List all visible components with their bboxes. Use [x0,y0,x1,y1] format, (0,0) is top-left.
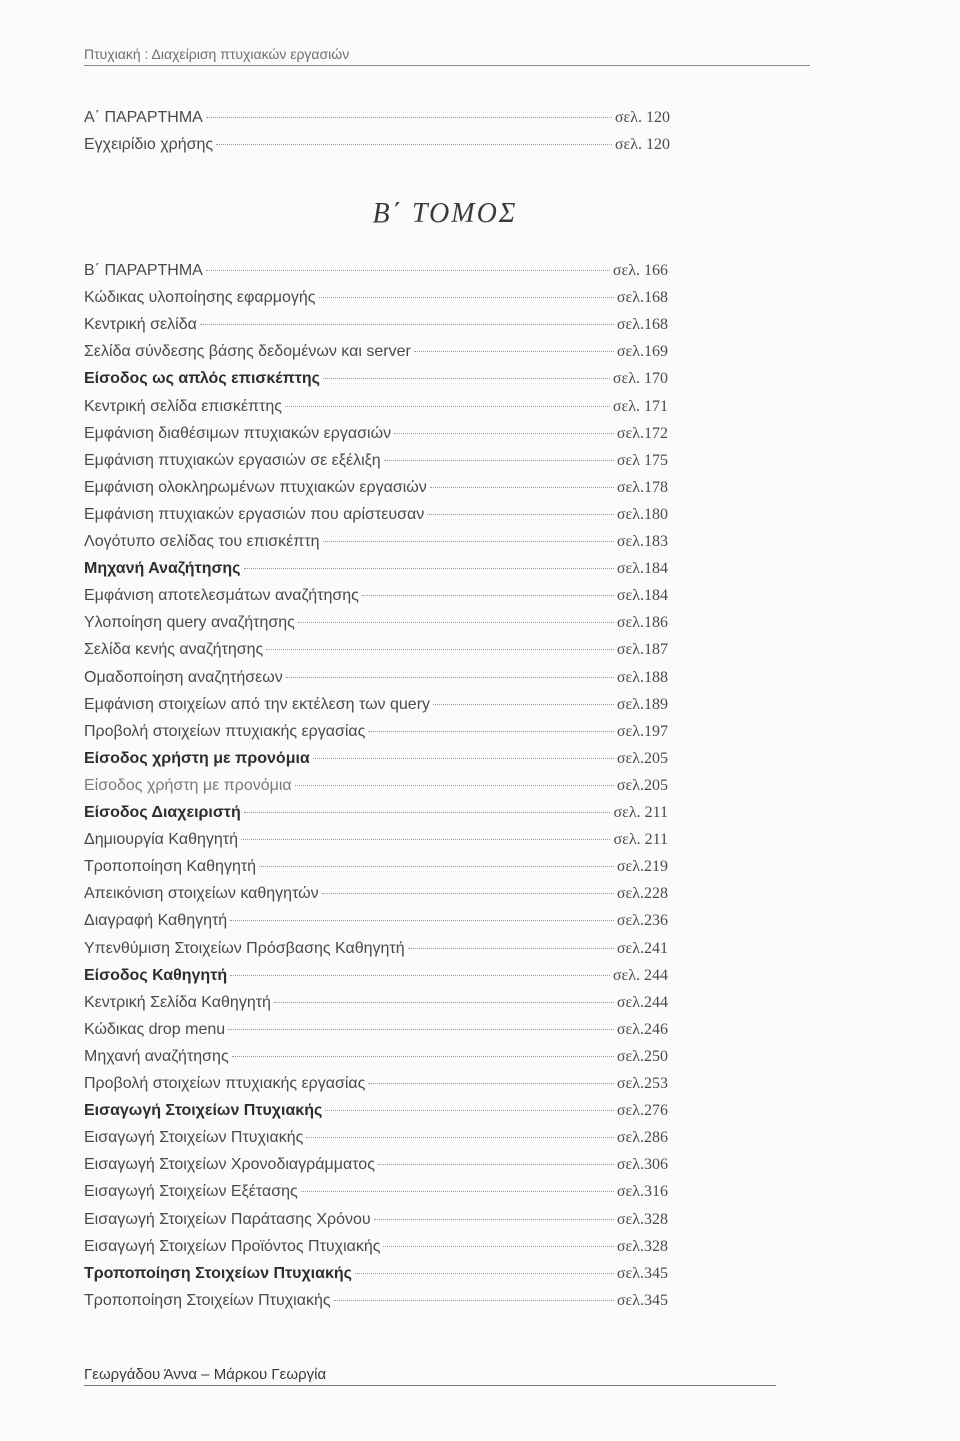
toc-entry [84,804,668,828]
toc-entry [84,1238,668,1262]
toc-entry-page: σελ.250 [616,1047,668,1065]
toc-entry [84,614,668,638]
toc-entry [84,533,668,557]
toc-entry-page: σελ.186 [616,614,668,632]
toc-entry-title: Εμφάνιση στοιχείων από την εκτέλεση των query [84,695,431,713]
toc-leader [266,649,614,650]
toc-entry-title: Προβολή στοιχείων πτυχιακής εργασίας [84,1075,366,1092]
toc-leader [244,568,614,569]
toc-entry-page: σελ.189 [616,695,668,713]
toc-leader [200,324,614,325]
toc-entry-page: σελ. 244 [612,966,668,984]
toc-entry-title: Κώδικας υλοποίησης εφαρμογής [84,289,316,307]
toc-entry-page: σελ.276 [616,1102,668,1120]
toc-entry-page: σελ.306 [616,1156,668,1174]
toc-entry [84,912,668,936]
toc-leader [216,144,612,145]
toc-leader [244,812,611,813]
toc-leader [362,595,614,596]
toc-entry [84,1265,668,1289]
toc-entry-page: σελ. 120 [614,109,670,126]
toc-entry-title: Εισαγωγή Στοιχείων Παράτασης Χρόνου [84,1210,371,1228]
toc-entry-page: σελ.236 [616,912,668,930]
toc-entry-title: Μηχανή αναζήτησης [84,1047,229,1065]
toc-entry-page: σελ.316 [616,1183,668,1201]
toc-entry-title: Είσοδος Διαχειριστή [84,804,241,821]
toc-leader [430,487,614,488]
toc-entry-title: Κεντρική σελίδα [84,316,197,334]
toc-leader [374,1219,614,1220]
toc-entry-title: Β΄ ΠΑΡΑΡΤΗΜΑ [84,262,203,279]
toc-leader [433,704,614,705]
toc-leader [286,677,614,678]
toc-entry-title: Τροποποίηση Στοιχείων Πτυχιακής [84,1264,352,1282]
page-header: Πτυχιακή : Διαχείριση πτυχιακών εργασιών [84,46,810,66]
toc-entry-title: Μηχανή Αναζήτησης [84,560,241,578]
toc-leader [285,406,610,407]
toc-leader [228,1029,614,1030]
toc-entry-title: Διαγραφή Καθηγητή [84,912,228,930]
toc-entry-page: σελ.168 [616,289,668,307]
toc-entry-page: σελ.178 [616,478,668,496]
toc-entry [84,858,668,882]
toc-entry [84,994,668,1018]
toc-entry-page: σελ. 211 [613,804,668,821]
toc-entry [84,506,668,530]
toc-entry [84,1211,668,1235]
toc-entry [84,641,668,665]
toc-entry-page: σελ.184 [616,587,668,605]
toc-entry-page: σελ. 170 [612,370,668,388]
volume-title: Β΄ ΤΟΜΟΣ [372,198,518,229]
toc-entry-page: σελ.169 [616,343,668,361]
toc-entry [84,1129,668,1153]
toc-leader [325,1110,614,1111]
toc-entry-page: σελ.184 [616,560,668,578]
toc-entry-page: σελ.205 [616,776,668,794]
toc-entry-page: σελ. 171 [612,397,668,415]
toc-entry-title: Είσοδος ως απλός επισκέπτης [84,370,320,388]
toc-entry-page: σελ.187 [616,641,668,659]
toc-entry-title: Εμφάνιση πτυχιακών εργασιών που αρίστευσαν [84,505,425,523]
toc-entry [84,1102,668,1126]
toc-entry-page: σελ.183 [616,533,668,550]
toc-entry [84,1156,668,1180]
toc-entry [84,560,668,584]
toc-leader [322,893,614,894]
toc-entry-title: Ομαδοποίηση αναζητήσεων [84,668,283,686]
toc-entry-page: σελ.180 [616,505,668,523]
toc-entry [84,940,668,964]
toc-entry [84,1048,668,1072]
toc-entry-title: Λογότυπο σελίδας του επισκέπτη [84,533,320,550]
toc-entry-title: Υλοποίηση query αναζήτησης [84,614,295,632]
toc-entry-title: Σελίδα σύνδεσης βάσης δεδομένων και server [84,343,411,361]
toc-entry-title: Εμφάνιση διαθέσιμων πτυχιακών εργασιών [84,424,392,442]
toc-entry [84,136,670,160]
toc-entry [84,343,668,367]
toc-entry-page: σελ.253 [616,1075,668,1092]
toc-entry [84,262,668,286]
toc-entry [84,109,670,133]
toc-entry-page: σελ. 120 [614,136,670,153]
toc-entry-page: σελ.345 [616,1291,668,1309]
toc-leader [230,920,614,921]
toc-entry [84,316,668,340]
toc-entry-title: Σελίδα κενής αναζήτησης [84,641,264,659]
toc-entry-title: Προβολή στοιχείων πτυχιακής εργασίας [84,722,366,740]
toc-entry-title: Είσοδος χρήστη με προνόμια [84,749,310,767]
toc-entry [84,885,668,909]
toc-leader [368,1083,614,1084]
toc-entry-page: σελ. 211 [613,831,668,849]
toc-entry-title: Εισαγωγή Στοιχείων Εξέτασης [84,1183,298,1201]
toc-leader [323,541,614,542]
toc-leader [414,351,614,352]
toc-entry-page: σελ.345 [616,1264,668,1282]
toc-leader [319,297,614,298]
toc-entry-title: Είσοδος Καθηγητή [84,966,228,984]
toc-leader [298,622,614,623]
toc-entry-title: Υπενθύμιση Στοιχείων Πρόσβασης Καθηγητή [84,939,405,957]
toc-leader [232,1056,614,1057]
toc-leader [206,117,612,118]
toc-entry [84,1075,668,1099]
toc-entry-title: Εμφάνιση πτυχιακών εργασιών σε εξέλιξη [84,451,381,469]
toc-entry-title: Εμφάνιση ολοκληρωμένων πτυχιακών εργασιών [84,478,427,496]
toc-leader [274,1002,614,1003]
toc-leader [323,378,610,379]
toc-entry [84,723,668,747]
toc-entry-page: σελ.172 [616,424,668,442]
toc-entry [84,669,668,693]
toc-entry-title: Εισαγωγή Στοιχείων Χρονοδιαγράμματος [84,1156,375,1174]
toc-entry [84,425,668,449]
toc-entry-title: Δημιουργία Καθηγητή [84,831,238,849]
toc-leader [355,1273,614,1274]
toc-entry-title: Εισαγωγή Στοιχείων Πτυχιακής [84,1102,323,1120]
toc-entry-page: σελ.286 [616,1129,668,1147]
toc-entry-page: σελ.241 [616,939,668,957]
toc-entry [84,777,668,801]
toc-entry-page: σελ.168 [616,316,668,334]
toc-entry [84,967,668,991]
toc-leader [384,460,614,461]
toc-entry-title: Είσοδος χρήστη με προνόμια [84,776,292,794]
toc-entry-title: Εισαγωγή Στοιχείων Πτυχιακής [84,1129,304,1147]
toc-entry-title: Εμφάνιση αποτελεσμάτων αναζήτησης [84,587,359,605]
toc-entry [84,1292,668,1316]
toc-leader [301,1191,614,1192]
toc-leader [295,785,614,786]
toc-entry [84,452,668,476]
toc-leader [206,270,610,271]
toc-leader [259,866,614,867]
toc-entry-title: Α΄ ΠΑΡΑΡΤΗΜΑ [84,109,203,126]
toc-entry-page: σελ.197 [616,722,668,740]
toc-entry [84,696,668,720]
toc-entry [84,398,668,422]
toc-leader [427,514,614,515]
toc-entry-title: Τροποποίηση Στοιχείων Πτυχιακής [84,1291,331,1309]
toc-leader [383,1246,613,1247]
toc-entry [84,587,668,611]
toc-entry-page: σελ.228 [616,885,668,903]
toc-entry [84,479,668,503]
toc-leader [306,1137,614,1138]
toc-entry [84,1183,668,1207]
toc-entry-page: σελ.328 [616,1237,668,1255]
toc-entry [84,370,668,394]
toc-entry-page: σελ.244 [616,993,668,1011]
toc-entry-title: Εγχειρίδιο χρήσης [84,136,214,153]
toc-leader [368,731,614,732]
toc-leader [334,1300,614,1301]
toc-entry-page: σελ.205 [616,749,668,767]
toc-entry-title: Τροποποίηση Καθηγητή [84,858,257,876]
toc-entry [84,289,668,313]
toc-entry-page: σελ.246 [616,1020,668,1038]
toc-entry-page: σελ.219 [616,858,668,876]
toc-entry-page: σελ 175 [616,451,668,469]
toc-entry-title: Απεικόνιση στοιχείων καθηγητών [84,885,319,903]
page-footer: Γεωργάδου Άννα – Μάρκου Γεωργία [84,1366,776,1386]
toc-entry-page: σελ.188 [616,668,668,686]
toc-leader [313,758,614,759]
toc-leader [408,948,614,949]
toc-entry-page: σελ. 166 [612,262,668,279]
toc-entry-title: Κεντρική σελίδα επισκέπτης [84,397,282,415]
toc-entry [84,1021,668,1045]
toc-entry [84,750,668,774]
toc-entry-page: σελ.328 [616,1210,668,1228]
toc-leader [230,975,610,976]
toc-entry [84,831,668,855]
toc-entry-title: Κεντρική Σελίδα Καθηγητή [84,993,271,1011]
toc-entry-title: Κώδικας drop menu [84,1020,226,1038]
toc-entry-title: Εισαγωγή Στοιχείων Προϊόντος Πτυχιακής [84,1237,381,1255]
toc-leader [394,433,614,434]
toc-leader [241,839,610,840]
toc-leader [378,1164,614,1165]
